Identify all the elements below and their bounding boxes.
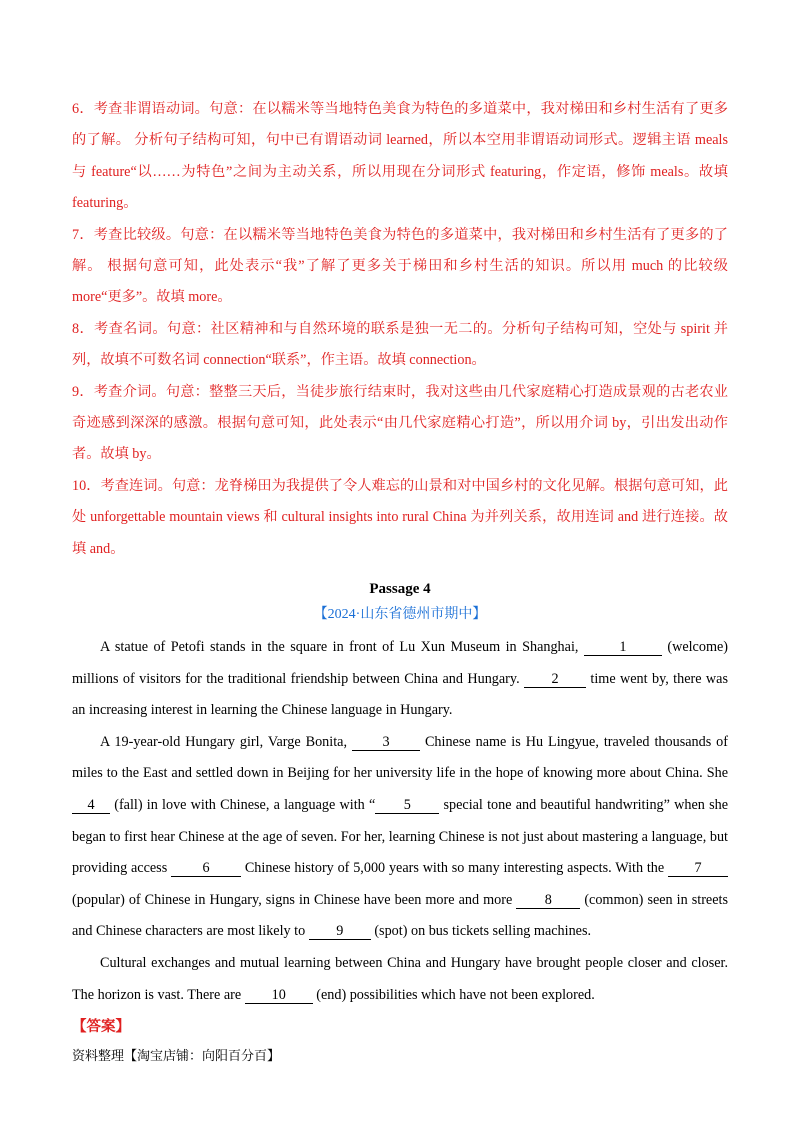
explanation-7: 7．考查比较级。句意：在以糯米等当地特色美食为特色的多道菜中，我对梯田和乡村生活有了更多的了解。 根据句意可知，此处表示“我”了解了更多关于梯田和乡村生活的知识。所以用 much 的比较级 more“更多”。故填 more。 — [72, 226, 728, 306]
page-content — [72, 94, 728, 1039]
blank-4: 4 — [72, 797, 110, 814]
blank-5: 5 — [375, 797, 439, 814]
blank-10: 10 — [245, 987, 313, 1004]
blank-2: 2 — [524, 671, 586, 688]
passage-body — [72, 632, 728, 1011]
blank-9: 9 — [309, 923, 371, 940]
passage-paragraph-3 — [72, 948, 728, 1011]
passage-text: A 19-year-old Hungary girl, Varge Bonita, — [100, 733, 348, 750]
passage-paragraph-2 — [72, 727, 728, 948]
footer-note: 资料整理【淘宝店铺：向阳百分百】 — [72, 1048, 281, 1063]
explanation-10: 10．考查连词。句意：龙脊梯田为我提供了令人难忘的山景和对中国乡村的文化见解。根据句意可知，此处 unforgettable mountain views 和 cultural insights into rural China 为并列关系，故用连词 and 进行连接。故填 and。 — [72, 477, 728, 557]
passage-text: (welcome) millions of visitors for the traditional friendship between China and Hungary. — [72, 639, 729, 687]
blank-3: 3 — [352, 734, 420, 751]
passage-text: Chinese name is Hu Lingyue, traveled thousands of miles to the East and settled down in Beijing for her university life in the hope of knowing more about China. She — [72, 733, 729, 782]
passage-text: special tone and beautiful handwriting” when she began to first hear Chinese at the age of seven. For her, learning Chinese is not just about mastering a language, but providing access — [72, 797, 729, 877]
blank-7: 7 — [668, 860, 728, 877]
passage-text: A statue of Petofi stands in the square in front of Lu Xun Museum in Shanghai, — [100, 639, 579, 656]
blank-6: 6 — [171, 860, 241, 877]
explanation-section — [72, 94, 728, 565]
passage-text: time went by, there was an increasing interest in learning the Chinese language in Hungary. — [72, 670, 728, 719]
explanation-9: 9．考查介词。句意：整整三天后，当徒步旅行结束时，我对这些由几代家庭精心打造成景观的古老农业奇迹感到深深的感激。根据句意可知，此处表示“由几代家庭精心打造”，所以用介词 by，引出发出动作者。故填 by。 — [72, 383, 728, 463]
passage-text: Cultural exchanges and mutual learning between China and Hungary have brought people closer and closer. The horizon is vast. There are — [72, 955, 728, 1003]
answer-label: 【答案】 — [72, 1019, 130, 1036]
passage-paragraph-1 — [72, 632, 728, 727]
explanation-6: 6．考查非谓语动词。句意：在以糯米等当地特色美食为特色的多道菜中，我对梯田和乡村生活有了更多的了解。 分析句子结构可知，句中已有谓语动词 learned，所以本空用非谓语动词形式。逻辑主语 meals 与 feature“以……为特色”之间为主动关系，所以用现在分词形式 featuring，作定语，修饰 meals。故填 featuring。 — [72, 101, 728, 212]
explanation-8: 8．考查名词。句意：社区精神和与自然环境的联系是独一无二的。分析句子结构可知，空处与 spirit 并列，故填不可数名词 connection“联系”，作主语。故填 connection。 — [72, 320, 728, 369]
passage-title: Passage 4 — [369, 581, 431, 598]
blank-8: 8 — [516, 892, 580, 909]
passage-source: 【2024·山东省德州市期中】 — [313, 607, 487, 623]
blank-1: 1 — [584, 639, 662, 656]
passage-text: (end) possibilities which have not been explored. — [316, 986, 595, 1003]
passage-text: (common) seen in streets and Chinese characters are most likely to — [72, 891, 728, 940]
passage-text: (fall) in love with Chinese, a language with “ — [114, 797, 376, 814]
passage-text: (spot) on bus tickets selling machines. — [374, 923, 592, 940]
passage-text: (popular) of Chinese in Hungary, signs in Chinese have been more and more — [72, 891, 513, 908]
passage-text: Chinese history of 5,000 years with so many interesting aspects. With the — [244, 860, 665, 877]
